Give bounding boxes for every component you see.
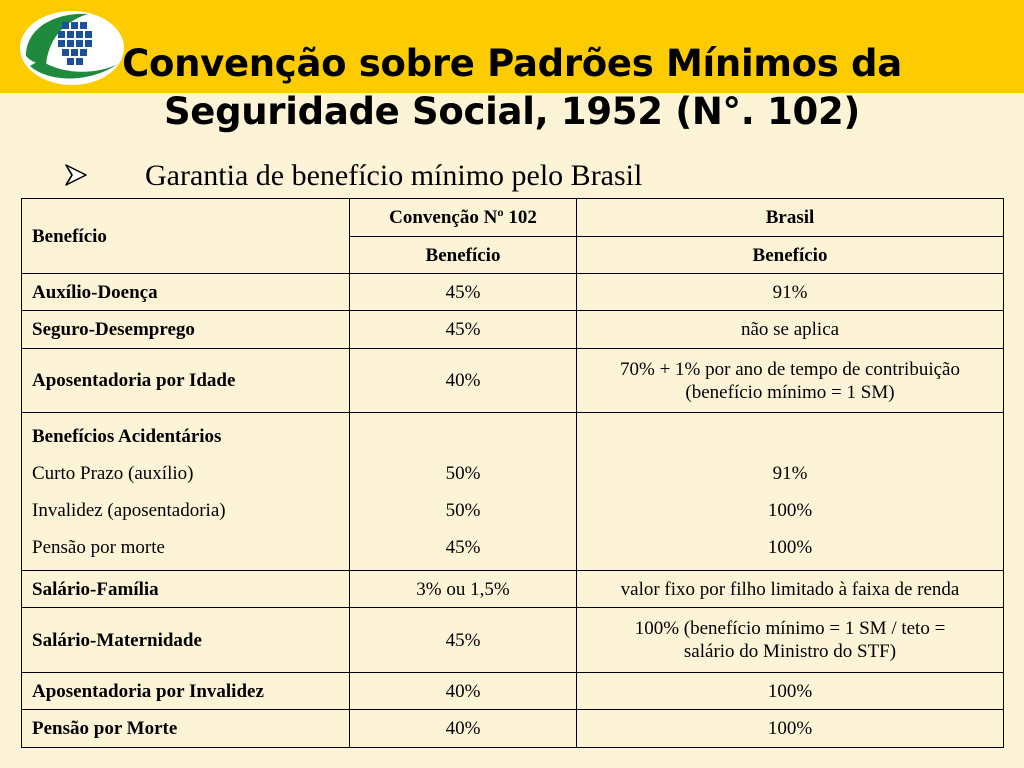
group-item-brasil-value: 91%	[772, 462, 808, 484]
table-row	[22, 274, 1004, 311]
row-brasil-value	[577, 608, 1004, 673]
arrow-bullet-icon	[64, 164, 88, 186]
group-item-convencao-value: 50%	[445, 499, 481, 521]
group-item-label: Invalidez (aposentadoria)	[32, 499, 226, 521]
row-label: Salário-Maternidade	[22, 608, 350, 673]
row-convencao-group	[350, 413, 577, 571]
row-brasil-value: 91%	[577, 274, 1004, 311]
row-convencao-value: 40%	[350, 349, 577, 413]
group-item-brasil-value: 100%	[767, 499, 813, 521]
group-item-label: Pensão por morte	[32, 536, 165, 558]
slide-title-line2: Seguridade Social, 1952 (N°. 102)	[163, 90, 861, 133]
row-label: Seguro-Desemprego	[22, 311, 350, 349]
benefits-table	[21, 198, 1004, 748]
table-row	[22, 571, 1004, 608]
subheader-convencao-beneficio: Benefício	[350, 237, 577, 274]
row-label-group	[22, 413, 350, 571]
table-row-accident-benefits	[22, 413, 1004, 571]
row-label: Salário-Família	[22, 571, 350, 608]
table-row	[22, 349, 1004, 413]
slide-title-line1: Convenção sobre Padrões Mínimos da	[122, 42, 902, 85]
row-convencao-value: 45%	[350, 274, 577, 311]
row-convencao-value: 45%	[350, 311, 577, 349]
row-label: Aposentadoria por Idade	[22, 349, 350, 413]
row-label: Pensão por Morte	[22, 710, 350, 748]
table-row	[22, 710, 1004, 748]
row-label: Auxílio-Doença	[22, 274, 350, 311]
row-brasil-value	[577, 349, 1004, 413]
table-row	[22, 311, 1004, 349]
row-brasil-value: não se aplica	[577, 311, 1004, 349]
row-brasil-value-line2: salário do Ministro do STF)	[683, 641, 897, 662]
row-convencao-value: 45%	[350, 608, 577, 673]
row-brasil-value: 100%	[577, 710, 1004, 748]
row-brasil-value: 100%	[577, 673, 1004, 710]
slide-subtitle: Garantia de benefício mínimo pelo Brasil	[145, 159, 643, 192]
header-brasil: Brasil	[577, 199, 1004, 237]
row-convencao-value: 40%	[350, 710, 577, 748]
group-title: Benefícios Acidentários	[32, 425, 222, 447]
group-item-label: Curto Prazo (auxílio)	[32, 462, 194, 484]
group-item-convencao-value: 45%	[445, 536, 481, 558]
subtitle-row	[64, 158, 964, 194]
row-convencao-value: 3% ou 1,5%	[350, 571, 577, 608]
group-item-brasil-value: 100%	[767, 536, 813, 558]
header-beneficio: Benefício	[22, 199, 350, 274]
row-brasil-value-line1: 70% + 1% por ano de tempo de contribuição	[620, 358, 960, 380]
row-brasil-group	[577, 413, 1004, 571]
subheader-brasil-beneficio: Benefício	[577, 237, 1004, 274]
row-brasil-value-line2: (benefício mínimo = 1 SM)	[685, 381, 895, 403]
header-convencao: Convenção Nº 102	[350, 199, 577, 237]
row-brasil-value: valor fixo por filho limitado à faixa de renda	[577, 571, 1004, 608]
row-label: Aposentadoria por Invalidez	[22, 673, 350, 710]
table-header-row	[22, 199, 1004, 237]
group-item-convencao-value: 50%	[445, 462, 481, 484]
table-row	[22, 673, 1004, 710]
table-row	[22, 608, 1004, 673]
row-convencao-value: 40%	[350, 673, 577, 710]
row-brasil-value-line1: 100% (benefício mínimo = 1 SM / teto =	[634, 618, 946, 639]
slide-title	[0, 40, 1024, 136]
